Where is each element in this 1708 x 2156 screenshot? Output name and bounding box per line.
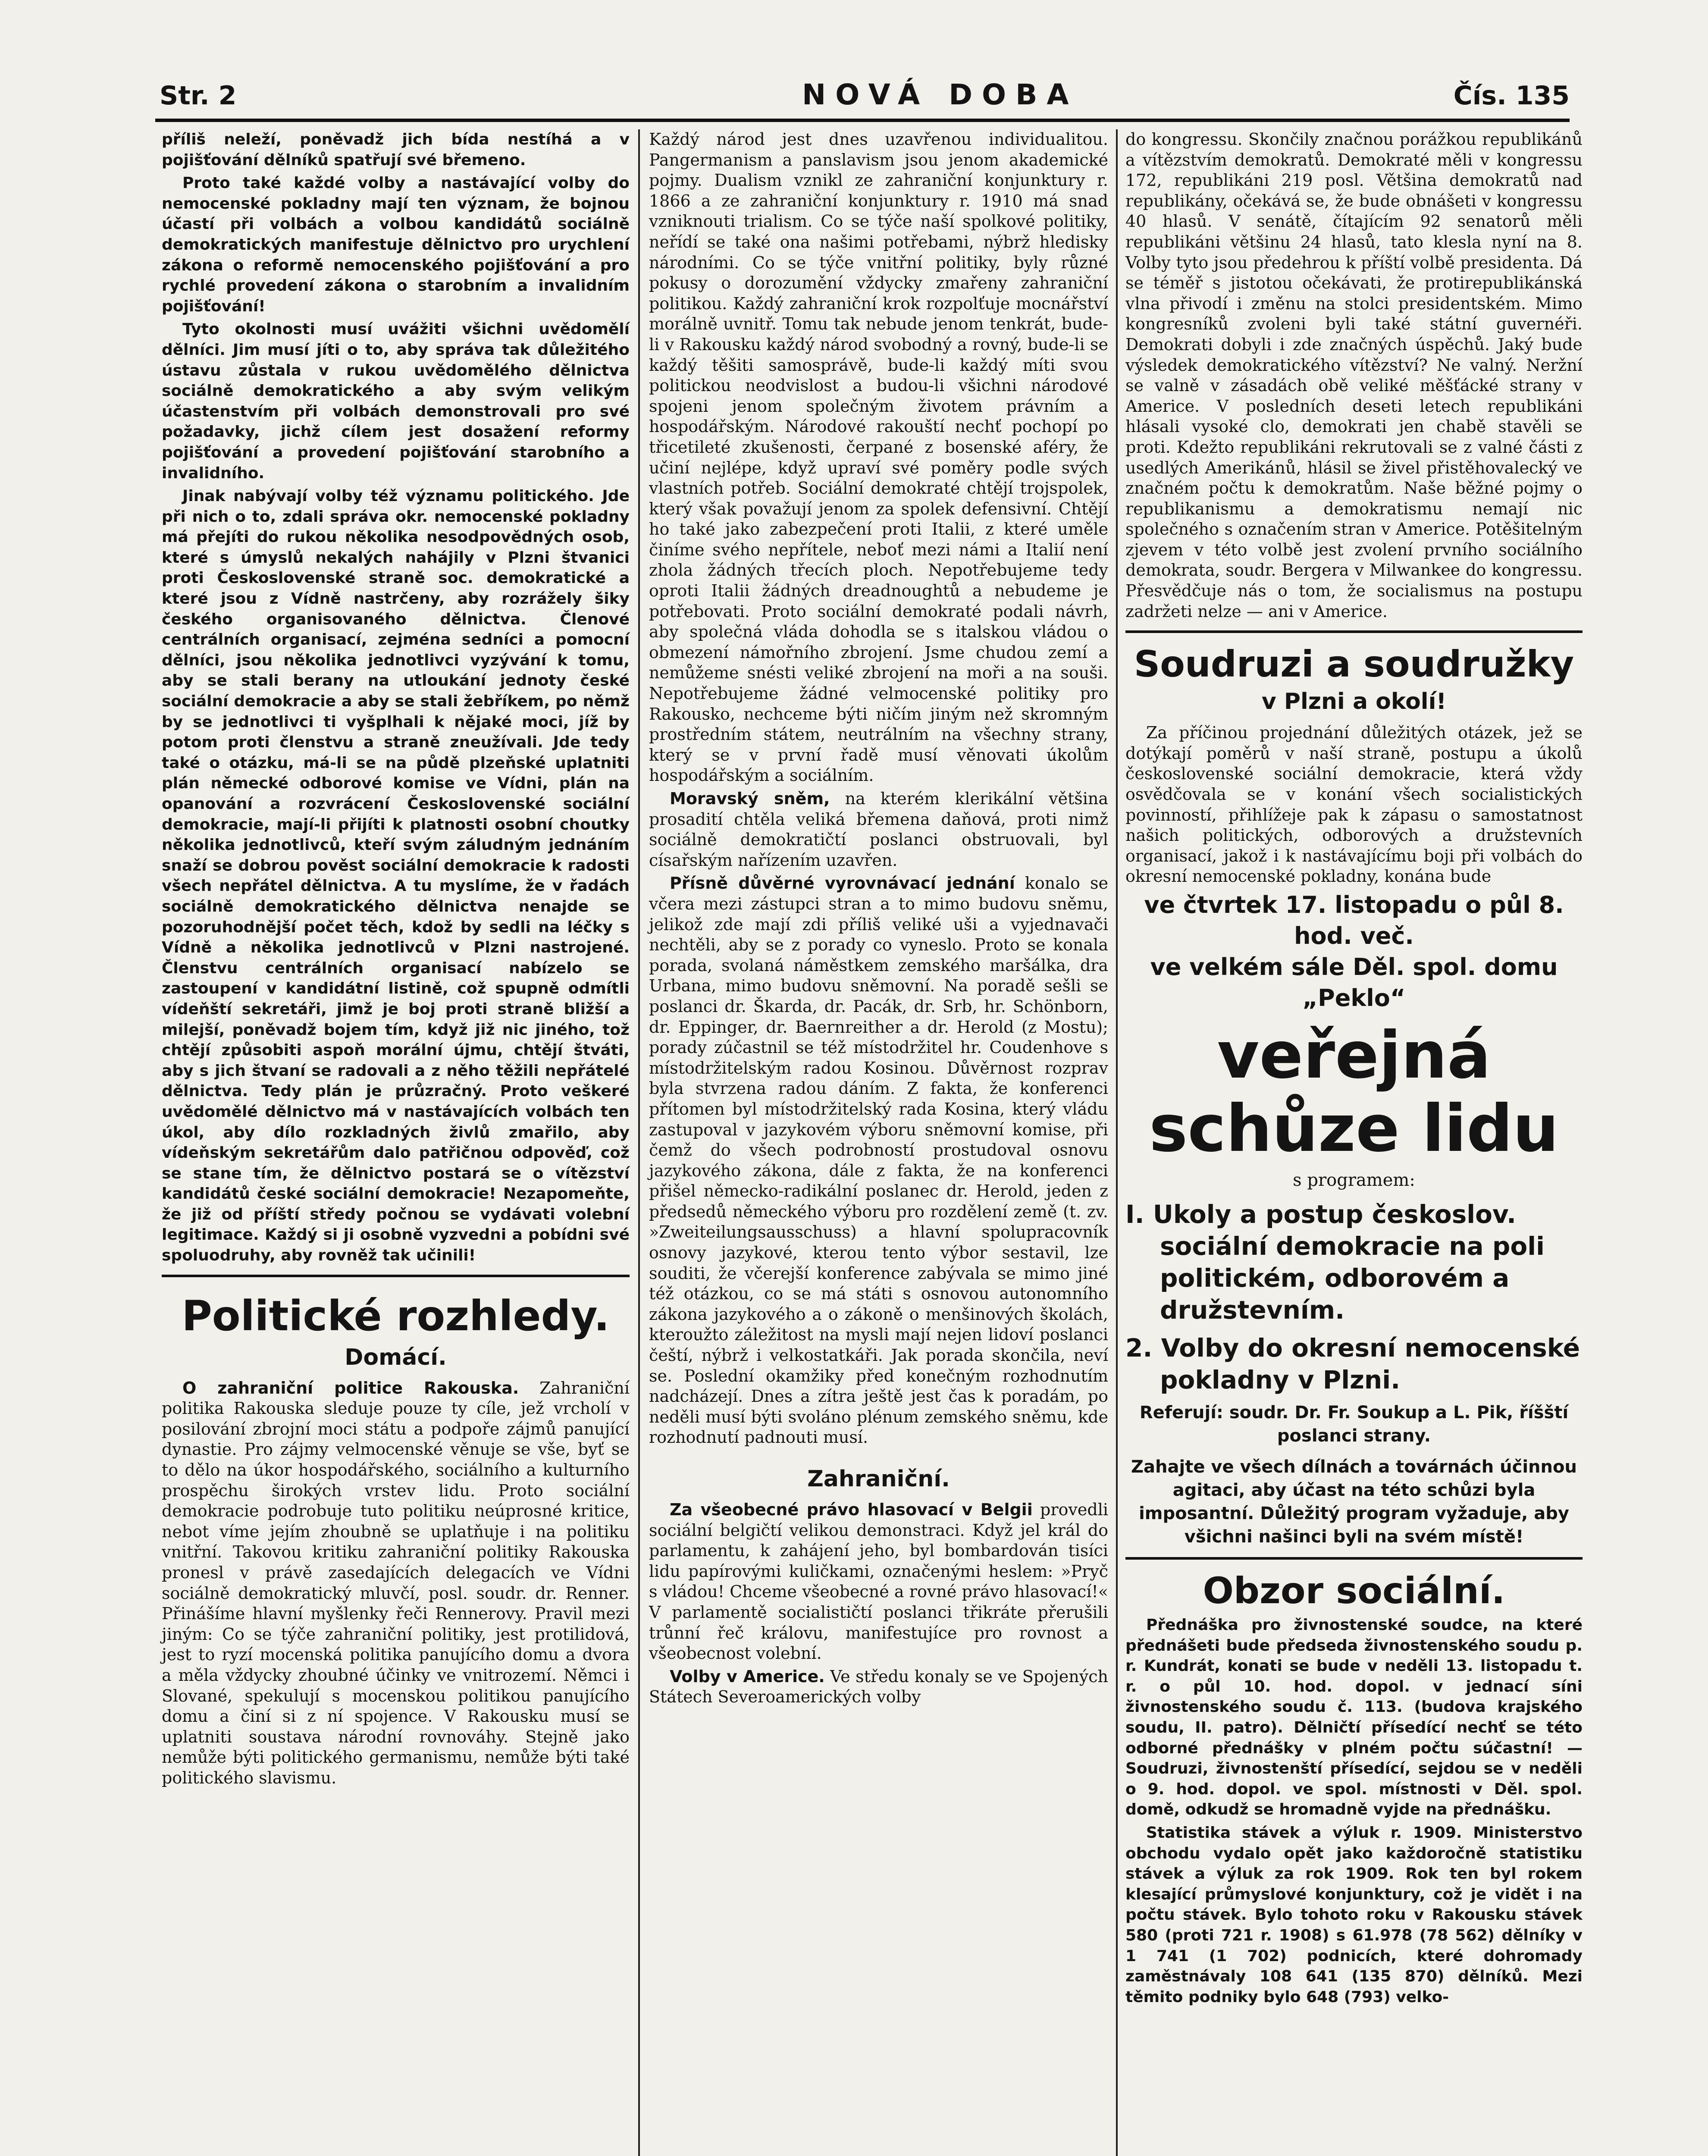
program-item: I. Ukoly a postup českoslov. sociální demokracie na poli politickém, odborovém a družstevním. bbox=[1125, 1200, 1545, 1325]
election-appeal-article bbox=[162, 129, 630, 1266]
newspaper-title: NOVÁ DOBA bbox=[802, 78, 1078, 111]
paragraph-text: provedli sociální belgičtí velikou demonstraci. Když jel král do parlamentu, k zahájení jeho, byl bombardován tisíci lidu papírovými kuličkami, označenými heslem: »Pryč s vládou! Chceme všeobecné a rovné právo hlasovací!« V parlamentě socialističtí poslanci třikráte přerušili trůnní řeč královu, manifestujíce pro rovnost a všeobecnost volební. bbox=[649, 1500, 1108, 1663]
announcement-appeal: Zahajte ve všech dílnách a továrnách účinnou agitaci, aby účast na této schůzi byla imposantní. Důležitý program vyžaduje, aby všichni našinci byli na svém místě! bbox=[1131, 1457, 1577, 1547]
section-divider bbox=[1125, 1557, 1583, 1560]
section-subheading: Zahraniční. bbox=[807, 1466, 950, 1492]
paragraph: Každý národ jest dnes uzavřenou individualitou. Pangermanism a panslavism jsou jenom akademické pojmy. Dualism vznikl ze zahraniční konjunktury r. 1866 a ze zahraniční konjunktury r. 1910 má snad vzniknouti trialism. Co se týče naší spolkové politiky, neřídí se také ona našimi potřebami, nýbrž hledisky národními. Co se týče vnitřní politiky, byly různé pokusy o dorozumění vždycky zmařeny zahraniční politikou. Každý zahraniční krok rozpolťuje mocnářství morálně uvnitř. Tomu tak nebude jenom tenkrát, bude-li v Rakousku každý národ svobodný a rovný, bude-li se každý těšiti samosprávě, bude-li každý míti svou politickou neodvislost a budou-li všichni národové spojeni jenom společným životem právním a hospodářským. Národové rakouští nechť pochopí po třicetileté zkušenosti, čerpané z bosenské aféry, že učiní nejlépe, když upraví své poměry podle svých vlastních potřeb. Sociální demokraté chtějí trojspolek, který však považují jenom za spolek defensivní. Chtějí ho také jako zabezpečení proti Italii, z které uměle činíme svého nepřítele, neboť mezi námi a Italií není zhola žádných třecích ploch. Nepotřebujeme tedy oproti Italii žádných dreadnoughtů a nebudeme je potřebovati. Proto sociální demokraté podali návrh, aby společná vláda dohodla se s italskou vládou o obmezení námořního zbrojení. Jsme chudou zemí a nemůžeme snésti veliké zbrojení na moři a na souši. Nepotřebujeme žádné velmocenské politiky pro Rakousko, nechceme býti ničím jiným než skromným prostředním státem, neutrálním na všechny strany, který se v první řadě musí věnovati úkolům hospodářským a sociálním. bbox=[649, 130, 1108, 785]
paragraph: příliš neleží, poněvadž jich bída nestíhá a v pojišťování dělníků spatřují své břemeno. bbox=[162, 131, 630, 169]
section-subheading: Domácí. bbox=[345, 1344, 447, 1370]
meeting-announcement bbox=[1125, 642, 1583, 1548]
paragraph bbox=[649, 1667, 1108, 1708]
paragraph bbox=[1125, 1823, 1583, 2007]
column-divider bbox=[638, 129, 640, 2156]
column-middle bbox=[649, 129, 1108, 1710]
page-number: Čís. 135 bbox=[1453, 81, 1570, 111]
paragraph-text: Ve středu konaly se ve Spojených Státech Severoamerických volby bbox=[649, 1667, 1108, 1707]
paragraph bbox=[162, 1378, 630, 1789]
meeting-venue: ve velkém sále Děl. spol. domu „Peklo“ bbox=[1150, 953, 1558, 1012]
paragraph bbox=[1125, 1615, 1583, 1820]
issue-number: Str. 2 bbox=[160, 81, 237, 111]
column-left bbox=[162, 129, 630, 1791]
paragraph bbox=[649, 789, 1108, 871]
section-divider bbox=[1125, 630, 1583, 633]
section-heading: Obzor sociální. bbox=[1203, 1570, 1505, 1612]
meeting-title: veřejná schůze lidu bbox=[1149, 1018, 1559, 1166]
paragraph-text: na kterém klerikální většina prosadití chtěla veliká břemena daňová, proti nimž sociálně demokratičtí poslanci obstruovali, byl císařským nařízením uzavřen. bbox=[649, 789, 1108, 870]
speakers: Referují: soudr. Dr. Fr. Soukup a L. Pik, říšští poslanci strany. bbox=[1139, 1403, 1569, 1446]
paragraph bbox=[649, 1500, 1108, 1664]
paragraph: Za příčinou projednání důležitých otázek, jež se dotýkají poměrů v naší straně, postupu a úkolů československé sociální demokracie, která vždy osvědčovala se v konání všech socialistických povinností, přihlížeje pak k zápasu o samostatnost našich politických, odborových a družstevních organisací, jakož i k nastávajícímu boji při volbách do okresní nemocenské pokladny, konána bude bbox=[1125, 723, 1583, 886]
announcement-subtitle: v Plzni a okolí! bbox=[1261, 689, 1447, 715]
section-divider bbox=[162, 1275, 630, 1277]
masthead bbox=[155, 75, 1570, 122]
program-label: s programem: bbox=[1293, 1170, 1415, 1190]
paragraph: Jinak nabývají volby též významu politického. Jde při nich o to, zdali správa okr. nemocenské pokladny má přejíti do rukou několika nesodpovědných osob, které s úmyslů nekalých nahájily v Plzni štvanici proti Československé straně soc. demokratické a které jsou z Vídně nastrčeny, aby rozrážely šiky českého organisovaného dělnictva. Členové centrálních organisací, zejména sedníci a pomocní dělníci, jsou několika jednotlivci vyzývání k tomu, aby se stali berany na utloukání jednoty české sociální demokracie a aby se stali žebříkem, po němž by se jednotlivci ti vyšplhali k nějaké moci, jíž by potom proti členstvu a straně zneužívali. Jde tedy také o otázku, má-li se na půdě plzeňské uplatniti plán německé odborové komise ve Vídni, plán na opanování a rozvrácení Československé sociální demokracie, mají-li přijíti k platnosti osobní choutky několika jednotlivců, kteří svým záludným jednáním snaží se dobrou pověst sociální demokracie k radosti všech nepřátel dělnictva. A tu myslíme, že v řadách sociálně demokratického dělnictva nenajde se pozoruhodnější počet těch, kdož by sedli na léčky s Vídně a několika jednotlivců v Plzni nastrojené. Členstvu centrálních organisací nabízelo se zastoupení v kandidátní listině, což spupně odmítli vídeňští sekretáři, jimž je boj proti straně bližší a milejší, poněvadž bojem tím, když již nic jiného, tož chtějí způsobiti aspoň morální újmu, chtějí štváti, aby s jich štvaní se radovali a z něho těžili nepřátelé dělnictva. Tedy plán je průzračný. Proto veškeré uvědomělé dělnictvo má v nastávajících volbách ten úkol, aby dílo rozkladných živlů zmařilo, aby vídeňským sekretářům dalo patřičnou odpověď, což se stane tím, že dělnictvo postará se o vítězství kandidátů české sociální demokracie! Nezapomeňte, že již od příští středy počnou se vydávati volební legitimace. Každý si ji osobně vyzvedni a pobídni své spoluodruhy, aby rovněž tak učinili! bbox=[162, 487, 630, 1265]
column-divider bbox=[1116, 129, 1118, 2156]
paragraph: Proto také každé volby a nastávající volby do nemocenské pokladny mají ten význam, že bojnou účastí při volbách a volbou kandidátů sociálně demokratických manifestuje dělnictvo pro urychlení zákona o reformě nemocenského pojišťování a pro rychlé provedení zákona o starobním a invalidním pojišťování! bbox=[162, 174, 630, 315]
paragraph-text: na které přednášeti bude předseda živnostenského soudu p. r. Kundrát, konati se bude v neděli 13. listopadu t. r. o půl 10. hod. dopol. v jednací síni živnostenského soudu č. 113. (budova krajského soudu, II. patro). Dělničtí přísedící nechť se této odborné přednášky v plném počtu súčastní! — Soudruzi, živnostenští přísedící, sejdou se v neděli o 9. hod. dopol. ve spol. místnosti v Děl. spol. domě, odkudž se hromadně vyjde na přednášku. bbox=[1125, 1616, 1583, 1819]
run-in-title: Za všeobecné právo hlasovací v Belgii bbox=[670, 1500, 1033, 1519]
paragraph-text: konalo se včera mezi zástupci stran a to mimo budovu sněmu, jelikož zde mají zdi příliš veliké uši a vyjednavači nechtěli, aby se z porady co vyneslo. Proto se konala porada, svolaná náměstkem zemského maršálka, dra Urbana, mimo budovu sněmovní. Na poradě sešli se poslanci dr. Škarda, dr. Pacák, dr. Srb, hr. Schönborn, dr. Eppinger, dr. Baernreither a dr. Herold (z Mostu); porady zúčastnil se též místodržitel hr. Coudenhove s místodržitelským radou Kosinou. Důvěrnost rozprav byla stvrzena radou dáním. Z fakta, že konferenci přítomen byl místodržitelský rada Kosina, který vládu zastupoval v jazykovém výboru sněmovní komise, při čemž do všech podrobností prostudoval osnovu jazykového zákona, dále z fakta, že na konferenci přišel německo-radikální poslanec dr. Herold, jeden z předsedů německého výboru pro rozdělení země (t. zv. »Zweiteilungsausschuss) a hlavní spolupracovník osnovy jazykové, kterou tento výbor sestavil, lze souditi, že včerejší konference zabývala se mimo jiné též otázkou, co se má státi s osnovou autonomního zákona jazykového a o zákoně o menšinových školách, kteroužto záležitost na mysli mají nejen lidoví poslanci čeští, nýbrž i velkostatkáři. Jak porada skončila, neví se. Poslední okamžiky před konečným rozhodnutím nadcházejí. Dnes a zítra ještě jest čas k poradám, po neděli musí býti svoláno plénum zemského sněmu, kde rozhodnutí padnouti musí. bbox=[649, 874, 1108, 1447]
paragraph-text: Ministerstvo obchodu vydalo opět jako každoročně statistiku stávek a výluk za rok 1909. Rok ten byl rokem klesající průmyslové konjunktury, což je vidět i na počtu stávek. Bylo tohoto roku v Rakousku stávek 580 (proti 721 r. 1908) s 61.978 (78 562) dělníky v 1 741 (1 702) podnicích, které dohromady zaměstnávaly 108 641 (135 870) dělníků. Mezi těmito podniky bylo 648 (793) velko- bbox=[1125, 1824, 1583, 2006]
paragraph-text: Zahraniční politika Rakouska sleduje pouze ty cíle, jež vrcholí v posilování zbrojní moci státu a podpoře zájmů panující dynastie. Pro zájmy velmocenské věnuje se vše, byť se to dělo na úkor hospodářského, sociálního a kulturního prospěchu širokých vrstev lidu. Proto sociální demokracie podrobuje tuto politiku neúprosné kritice, nebot víme jejím zhoubně se uplatňuje i na politiku vnitřní. Takovou kritiku zahraniční politiky Rakouska pronesl v právě zasedajících delegacích ve Vídni sociálně demokratický mluvčí, posl. soudr. dr. Renner. Přinášíme hlavní myšlenky řeči Rennerovy. Pravil mezi jiným: Co se týče zahraniční politiky, jest protilidová, jest to ryzí mocenská politika panujícího domu a dvora a měla vždycky zhoubné účinky ve vnitrozemí. Němci i Slované, spekulují s mocenskou politikou panujícího domu a činí si z ní spojence. V Rakousku musí se uplatniti soustava národní rovnováhy. Stejně jako nemůže býti politického germanismu, nemůže býti také politického slavismu. bbox=[162, 1378, 630, 1787]
announcement-title: Soudruzi a soudružky bbox=[1134, 643, 1574, 686]
run-in-title: Přísně důvěrné vyrovnávací jednání bbox=[670, 874, 1015, 893]
program-item: 2. Volby do okresní nemocenské pokladny v Plzni. bbox=[1125, 1333, 1580, 1395]
run-in-title: Statistika stávek a výluk r. 1909. bbox=[1146, 1824, 1462, 1842]
meeting-date: ve čtvrtek 17. listopadu o půl 8. hod. več. bbox=[1144, 891, 1564, 950]
paragraph bbox=[649, 873, 1108, 1448]
run-in-title: Moravský sněm, bbox=[670, 789, 830, 808]
run-in-title: O zahraniční politice Rakouska. bbox=[182, 1378, 519, 1398]
paragraph: Tyto okolnosti musí uvážiti všichni uvědomělí dělníci. Jim musí jíti o to, aby správa tak důležitého ústavu zůstala v rukou uvědomělého dělnictva sociálně demokratického a aby svým velikým účastenstvím při volbách demonstrovali pro své požadavky, jichž cílem jest dosažení reformy pojišťování a provedení pojišťování starobního a invalidního. bbox=[162, 320, 630, 482]
run-in-title: Volby v Americe. bbox=[670, 1667, 825, 1686]
section-heading: Politické rozhledy. bbox=[182, 1291, 610, 1340]
column-right bbox=[1125, 129, 1583, 2010]
paragraph: do kongressu. Skončily značnou porážkou republikánů a vítězstvím demokratů. Demokraté měli v kongressu 172, republikáni 219 posl. Většina demokratů nad republikány, očekává se, že bude obnášeti v kongressu 40 hlasů. V senátě, čítajícím 92 senatorů měli republikáni většinu 24 hlasů, tato klesla nyní na 8. Volby tyto jsou předehrou k příští volbě presidenta. Dá se téměř s jistotou očekávati, že protirepublikánská vlna přivodí i změnu na stolci presidentském. Mimo kongresníků zvoleni byli také státní guvernéři. Demokrati dobyli i zde značných úspěchů. Jaký bude výsledek demokratického vítězství? Ne valný. Neržní se valně v zásadách obě veliké měšťácké strany v Americe. V posledních deseti letech republikáni hlásali vysoké clo, demokrati jen chabě stavěli se proti. Kdežto republikáni rekrutovali se z valné části z usedlých Amerikánů, hlásil se živel přistěhovalecký ve značném počtu k demokratům. Naše běžné pojmy o republikanismu a demokratismu nemají nic společného s označením stran v Americe. Potěšitelným zjevem v této volbě jest zvolení prvního sociálního demokrata, soudr. Bergera v Milwankee do kongressu. Přesvědčuje nás o tom, že socialismus na postupu zadržeti nelze — ani v Americe. bbox=[1125, 130, 1583, 621]
run-in-title: Přednáška pro živnostenské soudce, bbox=[1146, 1616, 1489, 1634]
